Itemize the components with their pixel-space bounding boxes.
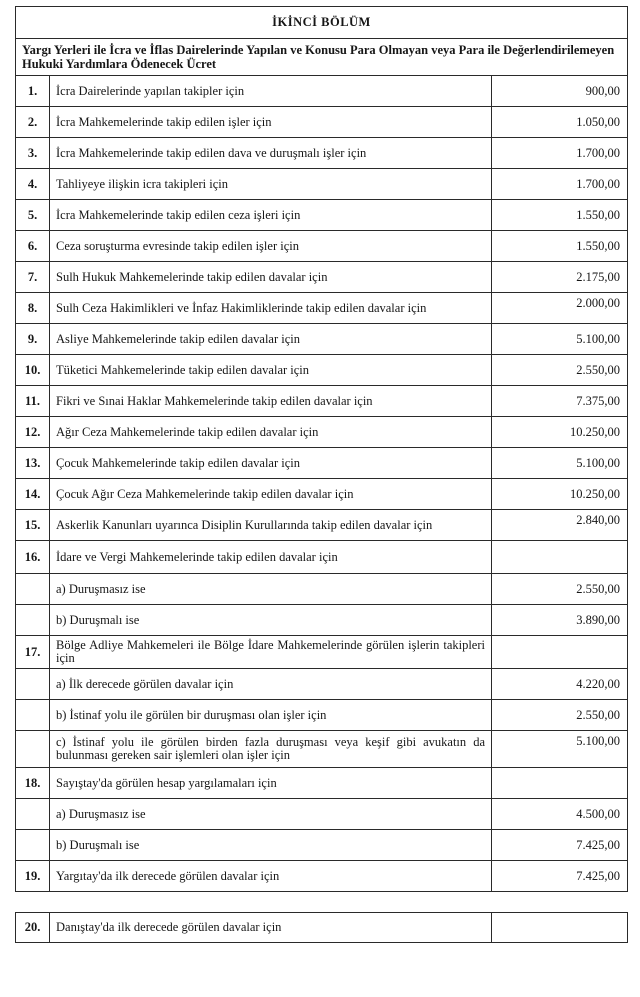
table-row [16, 200, 628, 231]
table-row [16, 231, 628, 262]
row-description: Ağır Ceza Mahkemelerinde takip edilen davalar için [50, 417, 492, 448]
row-number [16, 574, 50, 605]
table-heading: Yargı Yerleri ile İcra ve İflas Dairelerinde Yapılan ve Konusu Para Olmayan veya Para ile Değerlendirilemeyen Hukuki Yardımlara Ödenecek Ücret [16, 39, 628, 76]
row-amount: 2.000,00 [492, 293, 628, 324]
row-description: Çocuk Ağır Ceza Mahkemelerinde takip edilen davalar için [50, 479, 492, 510]
table-row [16, 76, 628, 107]
row-number: 13. [16, 448, 50, 479]
row-amount: 1.550,00 [492, 200, 628, 231]
row-number [16, 669, 50, 700]
row-description: b) Duruşmalı ise [50, 830, 492, 861]
row-description: Sulh Ceza Hakimlikleri ve İnfaz Hakimliklerinde takip edilen davalar için [50, 293, 492, 324]
row-amount: 10.250,00 [492, 417, 628, 448]
row-description: a) Duruşmasız ise [50, 799, 492, 830]
row-amount [492, 636, 628, 669]
row-description: Ceza soruşturma evresinde takip edilen işler için [50, 231, 492, 262]
row-number: 16. [16, 541, 50, 574]
row-description: Sayıştay'da görülen hesap yargılamaları için [50, 768, 492, 799]
row-number: 14. [16, 479, 50, 510]
table-row [16, 636, 628, 669]
table-row [16, 541, 628, 574]
row-amount: 1.700,00 [492, 138, 628, 169]
row-number: 2. [16, 107, 50, 138]
table-row [16, 293, 628, 324]
row-description: a) Duruşmasız ise [50, 574, 492, 605]
row-description: Danıştay'da ilk derecede görülen davalar için [50, 913, 492, 943]
table-row [16, 799, 628, 830]
row-description: c) İstinaf yolu ile görülen birden fazla duruşması veya keşif gibi avukatın da bulunması gereken sair işlemleri olan işler için [50, 731, 492, 768]
table-row [16, 700, 628, 731]
row-amount: 2.550,00 [492, 355, 628, 386]
row-amount: 5.100,00 [492, 731, 628, 768]
row-description: İcra Dairelerinde yapılan takipler için [50, 76, 492, 107]
row-description: Askerlik Kanunları uyarınca Disiplin Kurullarında takip edilen davalar için [50, 510, 492, 541]
row-number: 8. [16, 293, 50, 324]
row-description: Tüketici Mahkemelerinde takip edilen davalar için [50, 355, 492, 386]
table-row [16, 355, 628, 386]
table-row [16, 324, 628, 355]
row-amount [492, 768, 628, 799]
table-row [16, 731, 628, 768]
row-amount: 2.175,00 [492, 262, 628, 293]
row-number [16, 731, 50, 768]
row-amount: 4.220,00 [492, 669, 628, 700]
row-amount [492, 541, 628, 574]
row-amount: 5.100,00 [492, 324, 628, 355]
row-number [16, 830, 50, 861]
row-number: 7. [16, 262, 50, 293]
table-row [16, 138, 628, 169]
table-row [16, 510, 628, 541]
row-number: 1. [16, 76, 50, 107]
row-description: İdare ve Vergi Mahkemelerinde takip edilen davalar için [50, 541, 492, 574]
table-row [16, 479, 628, 510]
row-description: b) İstinaf yolu ile görülen bir duruşması olan işler için [50, 700, 492, 731]
fee-table [15, 6, 628, 892]
row-description: İcra Mahkemelerinde takip edilen işler için [50, 107, 492, 138]
table-row [16, 169, 628, 200]
row-description: Bölge Adliye Mahkemeleri ile Bölge İdare Mahkemelerinde görülen işlerin takipleri için [50, 636, 492, 669]
table-row [16, 605, 628, 636]
row-description: İcra Mahkemelerinde takip edilen ceza işleri için [50, 200, 492, 231]
row-amount: 2.550,00 [492, 700, 628, 731]
table-row [16, 448, 628, 479]
section-title: İKİNCİ BÖLÜM [16, 7, 628, 39]
table-row [16, 861, 628, 892]
row-number: 18. [16, 768, 50, 799]
row-number: 12. [16, 417, 50, 448]
row-amount: 2.840,00 [492, 510, 628, 541]
row-amount: 7.375,00 [492, 386, 628, 417]
row-description: Fikri ve Sınai Haklar Mahkemelerinde takip edilen davalar için [50, 386, 492, 417]
row-amount [492, 913, 628, 943]
row-number [16, 799, 50, 830]
row-description: İcra Mahkemelerinde takip edilen dava ve duruşmalı işler için [50, 138, 492, 169]
row-number: 6. [16, 231, 50, 262]
row-amount: 5.100,00 [492, 448, 628, 479]
table-row [16, 417, 628, 448]
row-number: 4. [16, 169, 50, 200]
fee-table-continued [15, 912, 628, 943]
table-row [16, 830, 628, 861]
table-row [16, 107, 628, 138]
row-number: 15. [16, 510, 50, 541]
row-amount: 1.550,00 [492, 231, 628, 262]
row-amount: 900,00 [492, 76, 628, 107]
fee-schedule-page [15, 6, 627, 943]
table-row [16, 386, 628, 417]
row-number: 20. [16, 913, 50, 943]
table-row [16, 768, 628, 799]
row-number: 3. [16, 138, 50, 169]
table-row [16, 262, 628, 293]
row-number [16, 700, 50, 731]
row-description: Sulh Hukuk Mahkemelerinde takip edilen davalar için [50, 262, 492, 293]
row-amount: 7.425,00 [492, 861, 628, 892]
table-row [16, 574, 628, 605]
table-row [16, 913, 628, 943]
row-description: Asliye Mahkemelerinde takip edilen davalar için [50, 324, 492, 355]
row-description: Yargıtay'da ilk derecede görülen davalar için [50, 861, 492, 892]
row-description: a) İlk derecede görülen davalar için [50, 669, 492, 700]
row-number: 11. [16, 386, 50, 417]
row-number: 5. [16, 200, 50, 231]
row-amount: 1.050,00 [492, 107, 628, 138]
row-number: 19. [16, 861, 50, 892]
row-number: 10. [16, 355, 50, 386]
row-description: Çocuk Mahkemelerinde takip edilen davalar için [50, 448, 492, 479]
row-number: 17. [16, 636, 50, 669]
row-amount: 2.550,00 [492, 574, 628, 605]
row-description: Tahliyeye ilişkin icra takipleri için [50, 169, 492, 200]
row-number: 9. [16, 324, 50, 355]
table-row [16, 669, 628, 700]
row-amount: 3.890,00 [492, 605, 628, 636]
row-number [16, 605, 50, 636]
row-amount: 7.425,00 [492, 830, 628, 861]
row-amount: 10.250,00 [492, 479, 628, 510]
row-amount: 1.700,00 [492, 169, 628, 200]
row-amount: 4.500,00 [492, 799, 628, 830]
row-description: b) Duruşmalı ise [50, 605, 492, 636]
